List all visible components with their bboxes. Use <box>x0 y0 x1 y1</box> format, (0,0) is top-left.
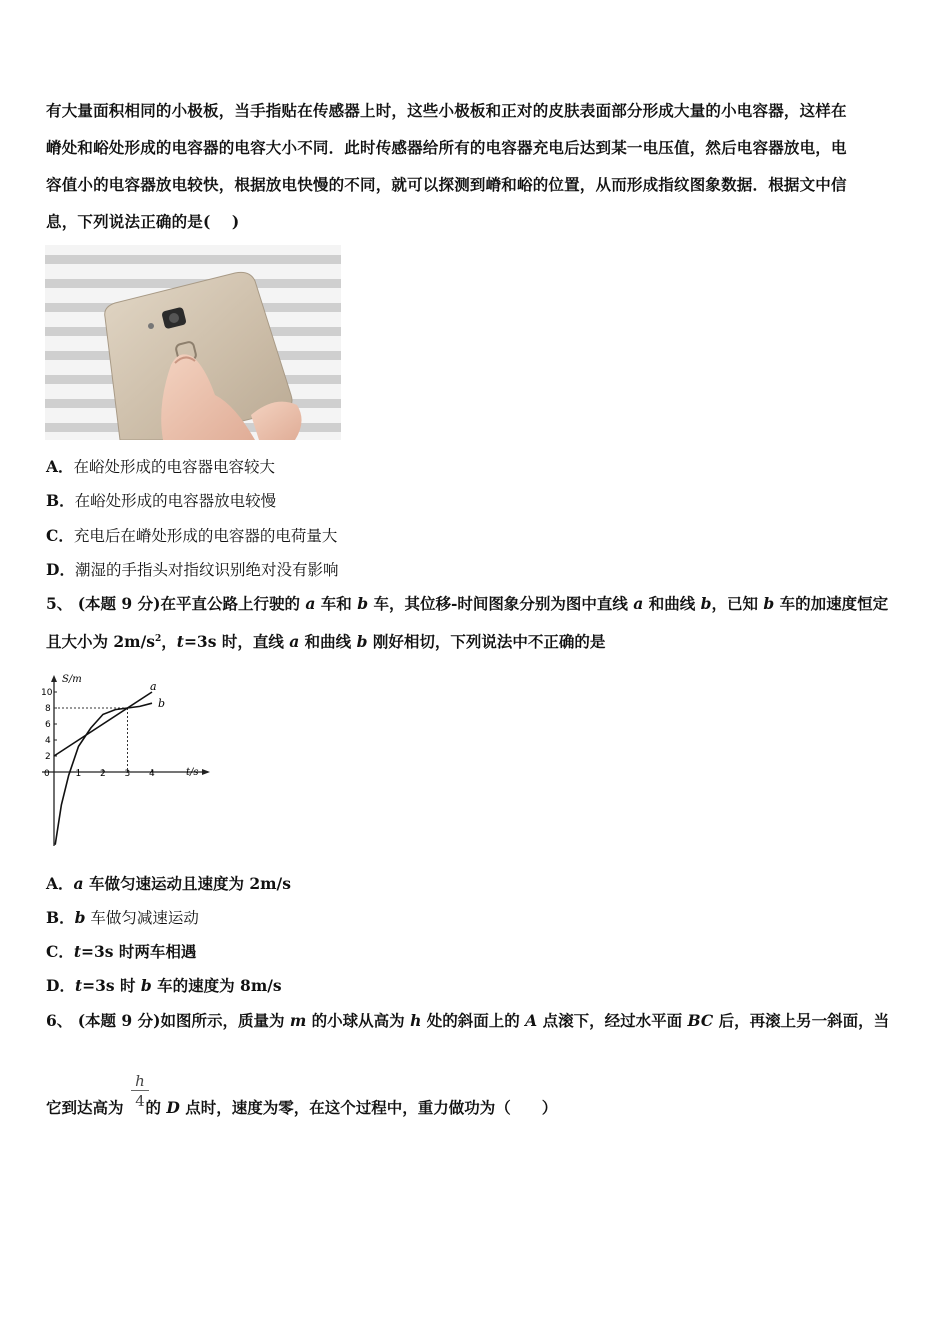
q5-option-d[interactable]: D．t=3s 时 b 车的速度为 8m/s <box>46 976 282 995</box>
series-b-label: b <box>158 697 166 711</box>
x-tick-label: 1 <box>75 769 82 779</box>
question-5-stem-line-1: 5、 (本题 9 分)在平直公路上行驶的 a 车和 b 车，其位移-时间图象分别为图中直线 a 和曲线 b，已知 b 车的加速度恒定 <box>46 594 889 613</box>
series-a-label: a <box>150 680 157 693</box>
stem-line-2: 嵴处和峪处形成的电容器的电容大小不同．此时传感器给所有的电容器充电后达到某一电压值，然后电容器放电，电 <box>46 138 847 157</box>
x-axis-arrow <box>202 769 210 775</box>
q5-option-b[interactable]: B．b 车做匀减速运动 <box>46 908 199 927</box>
x-axis-label: t/s <box>186 767 199 778</box>
question-4-stem <box>46 92 908 240</box>
x-tick-label: 2 <box>100 769 106 779</box>
y-tick-label: 2 <box>45 752 51 762</box>
q4-option-c[interactable]: C．充电后在嵴处形成的电容器的电荷量大 <box>46 526 338 545</box>
x-tick-label: 0 <box>44 769 50 779</box>
y-axis-label: S/m <box>62 674 82 685</box>
displacement-time-graph <box>40 670 215 850</box>
question-6-stem-line-2: 它到达高为 的 D 点时，速度为零，在这个过程中，重力做功为（ ） <box>46 1098 558 1117</box>
y-tick-label: 8 <box>45 704 51 714</box>
y-axis-arrow <box>51 675 57 682</box>
q5-option-a[interactable]: A．a 车做匀速运动且速度为 2m/s <box>46 874 291 893</box>
fraction-h-over-4: h 4 <box>131 1073 149 1109</box>
q4-option-b[interactable]: B．在峪处形成的电容器放电较慢 <box>46 491 277 510</box>
q5-option-c[interactable]: C．t=3s 时两车相遇 <box>46 942 197 961</box>
y-tick-label: 4 <box>45 736 51 746</box>
y-tick-label: 6 <box>45 720 51 730</box>
question-6-stem-line-1: 6、 (本题 9 分)如图所示，质量为 m 的小球从高为 h 处的斜面上的 A 点滚下，经过水平面 BC 后，再滚上另一斜面，当 <box>46 1011 890 1030</box>
y-tick-label: 10 <box>41 688 53 698</box>
stem-line-4: 息，下列说法正确的是( ) <box>46 212 240 231</box>
q4-option-a[interactable]: A．在峪处形成的电容器电容较大 <box>46 457 276 476</box>
phone-fingerprint-photo <box>45 245 341 440</box>
q4-option-d[interactable]: D．潮湿的手指头对指纹识别绝对没有影响 <box>46 560 339 579</box>
x-tick-label: 4 <box>149 769 155 779</box>
stem-line-1: 有大量面积相同的小极板，当手指贴在传感器上时，这些小极板和正对的皮肤表面部分形成大量的小电容器，这样在 <box>46 101 847 120</box>
question-5-stem-line-2: 且大小为 $2m/s^2$，t=3s 时，直线 a 和曲线 b 刚好相切，下列说法中不正确的是 <box>46 632 606 651</box>
series-a-line <box>54 692 152 756</box>
x-tick-label: 3 <box>124 769 131 779</box>
stem-line-3: 容值小的电容器放电较快，根据放电快慢的不同，就可以探测到嵴和峪的位置，从而形成指纹图象数据．根据文中信 <box>46 175 847 194</box>
